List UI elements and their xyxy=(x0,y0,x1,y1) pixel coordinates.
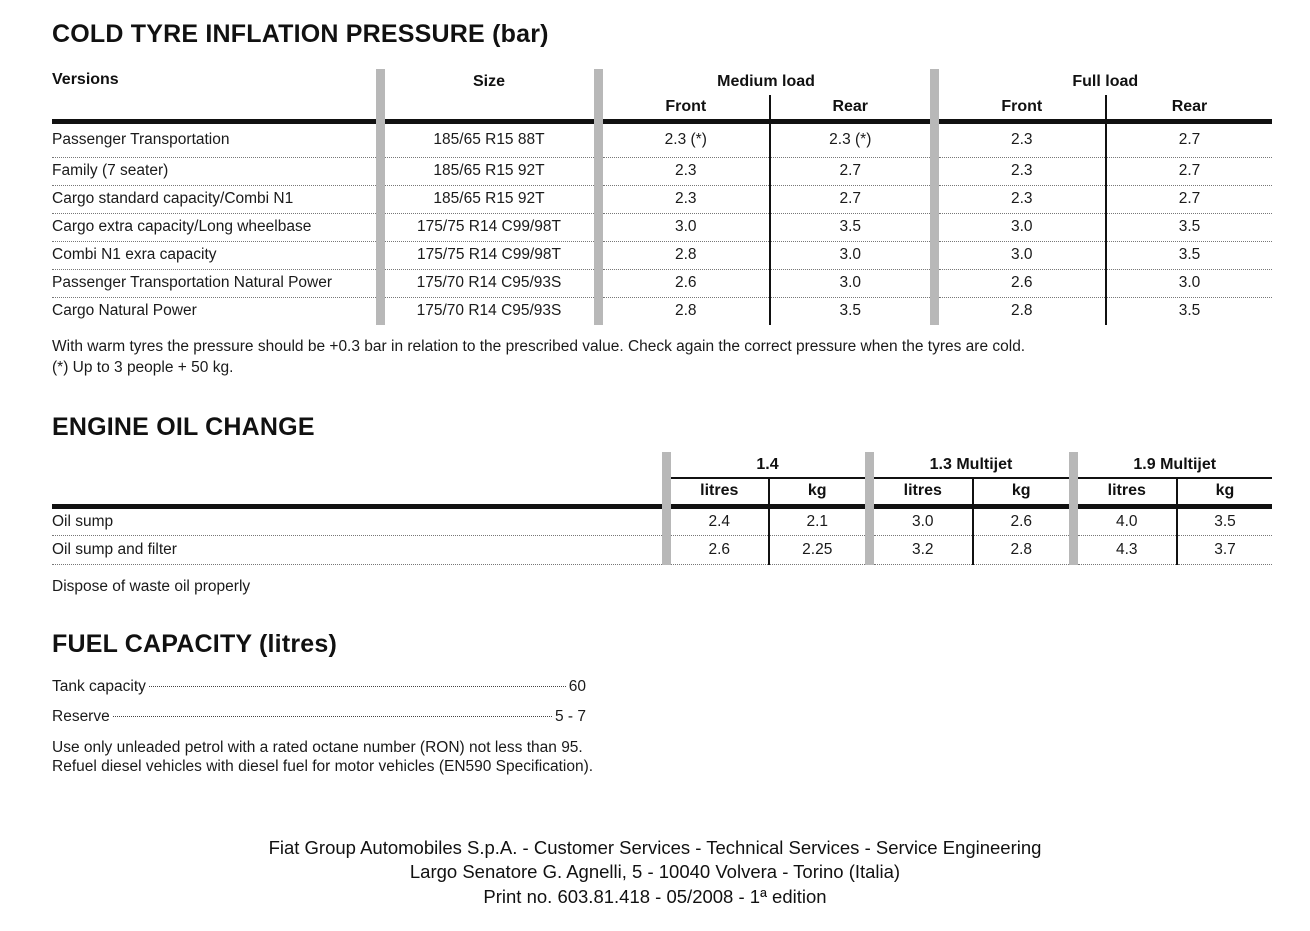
fuel-title-text: FUEL CAPACITY xyxy=(52,630,252,658)
medium-rear-cell: 3.5 xyxy=(770,297,934,325)
size-cell: 175/75 R14 C99/98T xyxy=(380,213,598,241)
fuel-section-title xyxy=(52,630,337,659)
table-row xyxy=(52,241,1272,269)
full-front-cell: 2.6 xyxy=(934,269,1106,297)
dot-leader xyxy=(113,716,552,717)
versions-header: Versions xyxy=(52,71,119,88)
oil-value-cell: 2.8 xyxy=(973,535,1073,564)
full-rear-cell: 2.7 xyxy=(1106,185,1272,213)
size-header-blank xyxy=(380,95,598,121)
medium-load-header: Medium load xyxy=(598,69,934,95)
litres-header: litres xyxy=(1073,478,1177,506)
litres-header: litres xyxy=(869,478,973,506)
medium-front-cell: 3.0 xyxy=(598,213,770,241)
full-rear-cell: 3.5 xyxy=(1106,297,1272,325)
engine-1-4-header: 1.4 xyxy=(666,452,869,478)
medium-rear-header: Rear xyxy=(770,95,934,121)
oil-section-title: ENGINE OIL CHANGE xyxy=(52,413,315,441)
fuel-item-value: 60 xyxy=(568,678,586,695)
size-header: Size xyxy=(380,69,598,95)
full-rear-cell: 2.7 xyxy=(1106,121,1272,157)
engine-1-9-multijet-header: 1.9 Multijet xyxy=(1073,452,1272,478)
size-cell: 175/70 R14 C95/93S xyxy=(380,297,598,325)
full-rear-cell: 3.5 xyxy=(1106,213,1272,241)
footer-company-line: Fiat Group Automobiles S.p.A. - Customer Services - Technical Services - Service Engineering xyxy=(268,837,1042,858)
oil-value-cell: 2.4 xyxy=(666,506,769,535)
engine-1-3-multijet-header: 1.3 Multijet xyxy=(869,452,1073,478)
medium-rear-cell: 3.0 xyxy=(770,269,934,297)
kg-header: kg xyxy=(1177,478,1272,506)
version-cell: Passenger Transportation Natural Power xyxy=(52,274,333,291)
oil-value-cell: 2.1 xyxy=(769,506,869,535)
full-front-cell: 3.0 xyxy=(934,241,1106,269)
oil-value-cell: 3.5 xyxy=(1177,506,1272,535)
full-front-header: Front xyxy=(934,95,1106,121)
fuel-item-label: Reserve xyxy=(52,708,110,725)
size-cell: 185/65 R15 92T xyxy=(380,157,598,185)
version-cell: Cargo Natural Power xyxy=(52,302,197,320)
table-row xyxy=(52,269,1272,297)
oil-value-cell: 3.0 xyxy=(869,506,973,535)
fuel-petrol-note: Use only unleaded petrol with a rated octane number (RON) not less than 95. xyxy=(52,739,583,756)
full-load-header: Full load xyxy=(934,69,1272,95)
oil-value-cell: 4.3 xyxy=(1073,535,1177,564)
tyre-title-unit: (bar) xyxy=(492,20,549,48)
version-cell: Cargo extra capacity/Long wheelbase xyxy=(52,218,312,235)
full-front-cell: 2.3 xyxy=(934,121,1106,157)
oil-value-cell: 2.6 xyxy=(973,506,1073,535)
oil-row-label: Oil sump and filter xyxy=(52,540,177,558)
version-cell: Family (7 seater) xyxy=(52,162,169,179)
medium-rear-cell: 2.3 (*) xyxy=(770,121,934,157)
full-front-cell: 2.3 xyxy=(934,157,1106,185)
litres-header: litres xyxy=(666,478,769,506)
medium-front-cell: 2.3 xyxy=(598,185,770,213)
tyre-footnote: (*) Up to 3 people + 50 kg. xyxy=(52,359,234,376)
version-cell: Passenger Transportation xyxy=(52,131,230,148)
medium-front-cell: 2.6 xyxy=(598,269,770,297)
oil-value-cell: 2.25 xyxy=(769,535,869,564)
table-row xyxy=(52,121,1272,157)
fuel-item-value: 5 - 7 xyxy=(554,708,586,725)
table-row xyxy=(52,185,1272,213)
table-row xyxy=(52,157,1272,185)
kg-header: kg xyxy=(769,478,869,506)
fuel-item-label: Tank capacity xyxy=(52,678,146,695)
medium-rear-cell: 2.7 xyxy=(770,185,934,213)
medium-front-cell: 2.3 xyxy=(598,157,770,185)
tyre-warm-note: With warm tyres the pressure should be +0.3 bar in relation to the prescribed value. Check again the correct pressure when the tyres are cold. xyxy=(52,338,1026,355)
medium-rear-cell: 3.5 xyxy=(770,213,934,241)
full-rear-cell: 3.5 xyxy=(1106,241,1272,269)
tyre-title-text: COLD TYRE INFLATION PRESSURE xyxy=(52,20,485,48)
oil-value-cell: 2.6 xyxy=(666,535,769,564)
full-rear-cell: 2.7 xyxy=(1106,157,1272,185)
oil-value-cell: 3.2 xyxy=(869,535,973,564)
oil-header-blank xyxy=(52,452,666,478)
table-row xyxy=(52,535,1272,564)
full-rear-header: Rear xyxy=(1106,95,1272,121)
fuel-diesel-note: Refuel diesel vehicles with diesel fuel for motor vehicles (EN590 Specification). xyxy=(52,758,594,775)
fuel-tank-capacity-row xyxy=(52,678,586,696)
version-cell: Cargo standard capacity/Combi N1 xyxy=(52,190,294,207)
table-row xyxy=(52,213,1272,241)
oil-subheader-blank xyxy=(52,478,666,506)
oil-change-table xyxy=(52,452,1272,565)
oil-row-label: Oil sump xyxy=(52,512,114,530)
full-front-cell: 3.0 xyxy=(934,213,1106,241)
oil-value-cell: 3.7 xyxy=(1177,535,1272,564)
table-row xyxy=(52,297,1272,325)
size-cell: 185/65 R15 92T xyxy=(380,185,598,213)
oil-dispose-note: Dispose of waste oil properly xyxy=(52,578,251,595)
medium-rear-cell: 3.0 xyxy=(770,241,934,269)
medium-front-cell: 2.8 xyxy=(598,241,770,269)
medium-rear-cell: 2.7 xyxy=(770,157,934,185)
tyre-section-title xyxy=(52,20,549,49)
fuel-reserve-row xyxy=(52,708,586,726)
full-front-cell: 2.8 xyxy=(934,297,1106,325)
table-row xyxy=(52,506,1272,535)
dot-leader xyxy=(149,686,566,687)
kg-header: kg xyxy=(973,478,1073,506)
size-cell: 175/75 R14 C99/98T xyxy=(380,241,598,269)
version-cell: Combi N1 exra capacity xyxy=(52,246,217,263)
medium-front-cell: 2.8 xyxy=(598,297,770,325)
footer-print-line: Print no. 603.81.418 - 05/2008 - 1ª edition xyxy=(483,886,827,907)
medium-front-header: Front xyxy=(598,95,770,121)
full-rear-cell: 3.0 xyxy=(1106,269,1272,297)
oil-value-cell: 4.0 xyxy=(1073,506,1177,535)
tyre-pressure-table xyxy=(52,69,1272,325)
medium-front-cell: 2.3 (*) xyxy=(598,121,770,157)
fuel-title-unit: (litres) xyxy=(259,630,338,658)
size-cell: 175/70 R14 C95/93S xyxy=(380,269,598,297)
footer-address-line: Largo Senatore G. Agnelli, 5 - 10040 Volvera - Torino (Italia) xyxy=(409,861,901,882)
full-front-cell: 2.3 xyxy=(934,185,1106,213)
size-cell: 185/65 R15 88T xyxy=(380,121,598,157)
